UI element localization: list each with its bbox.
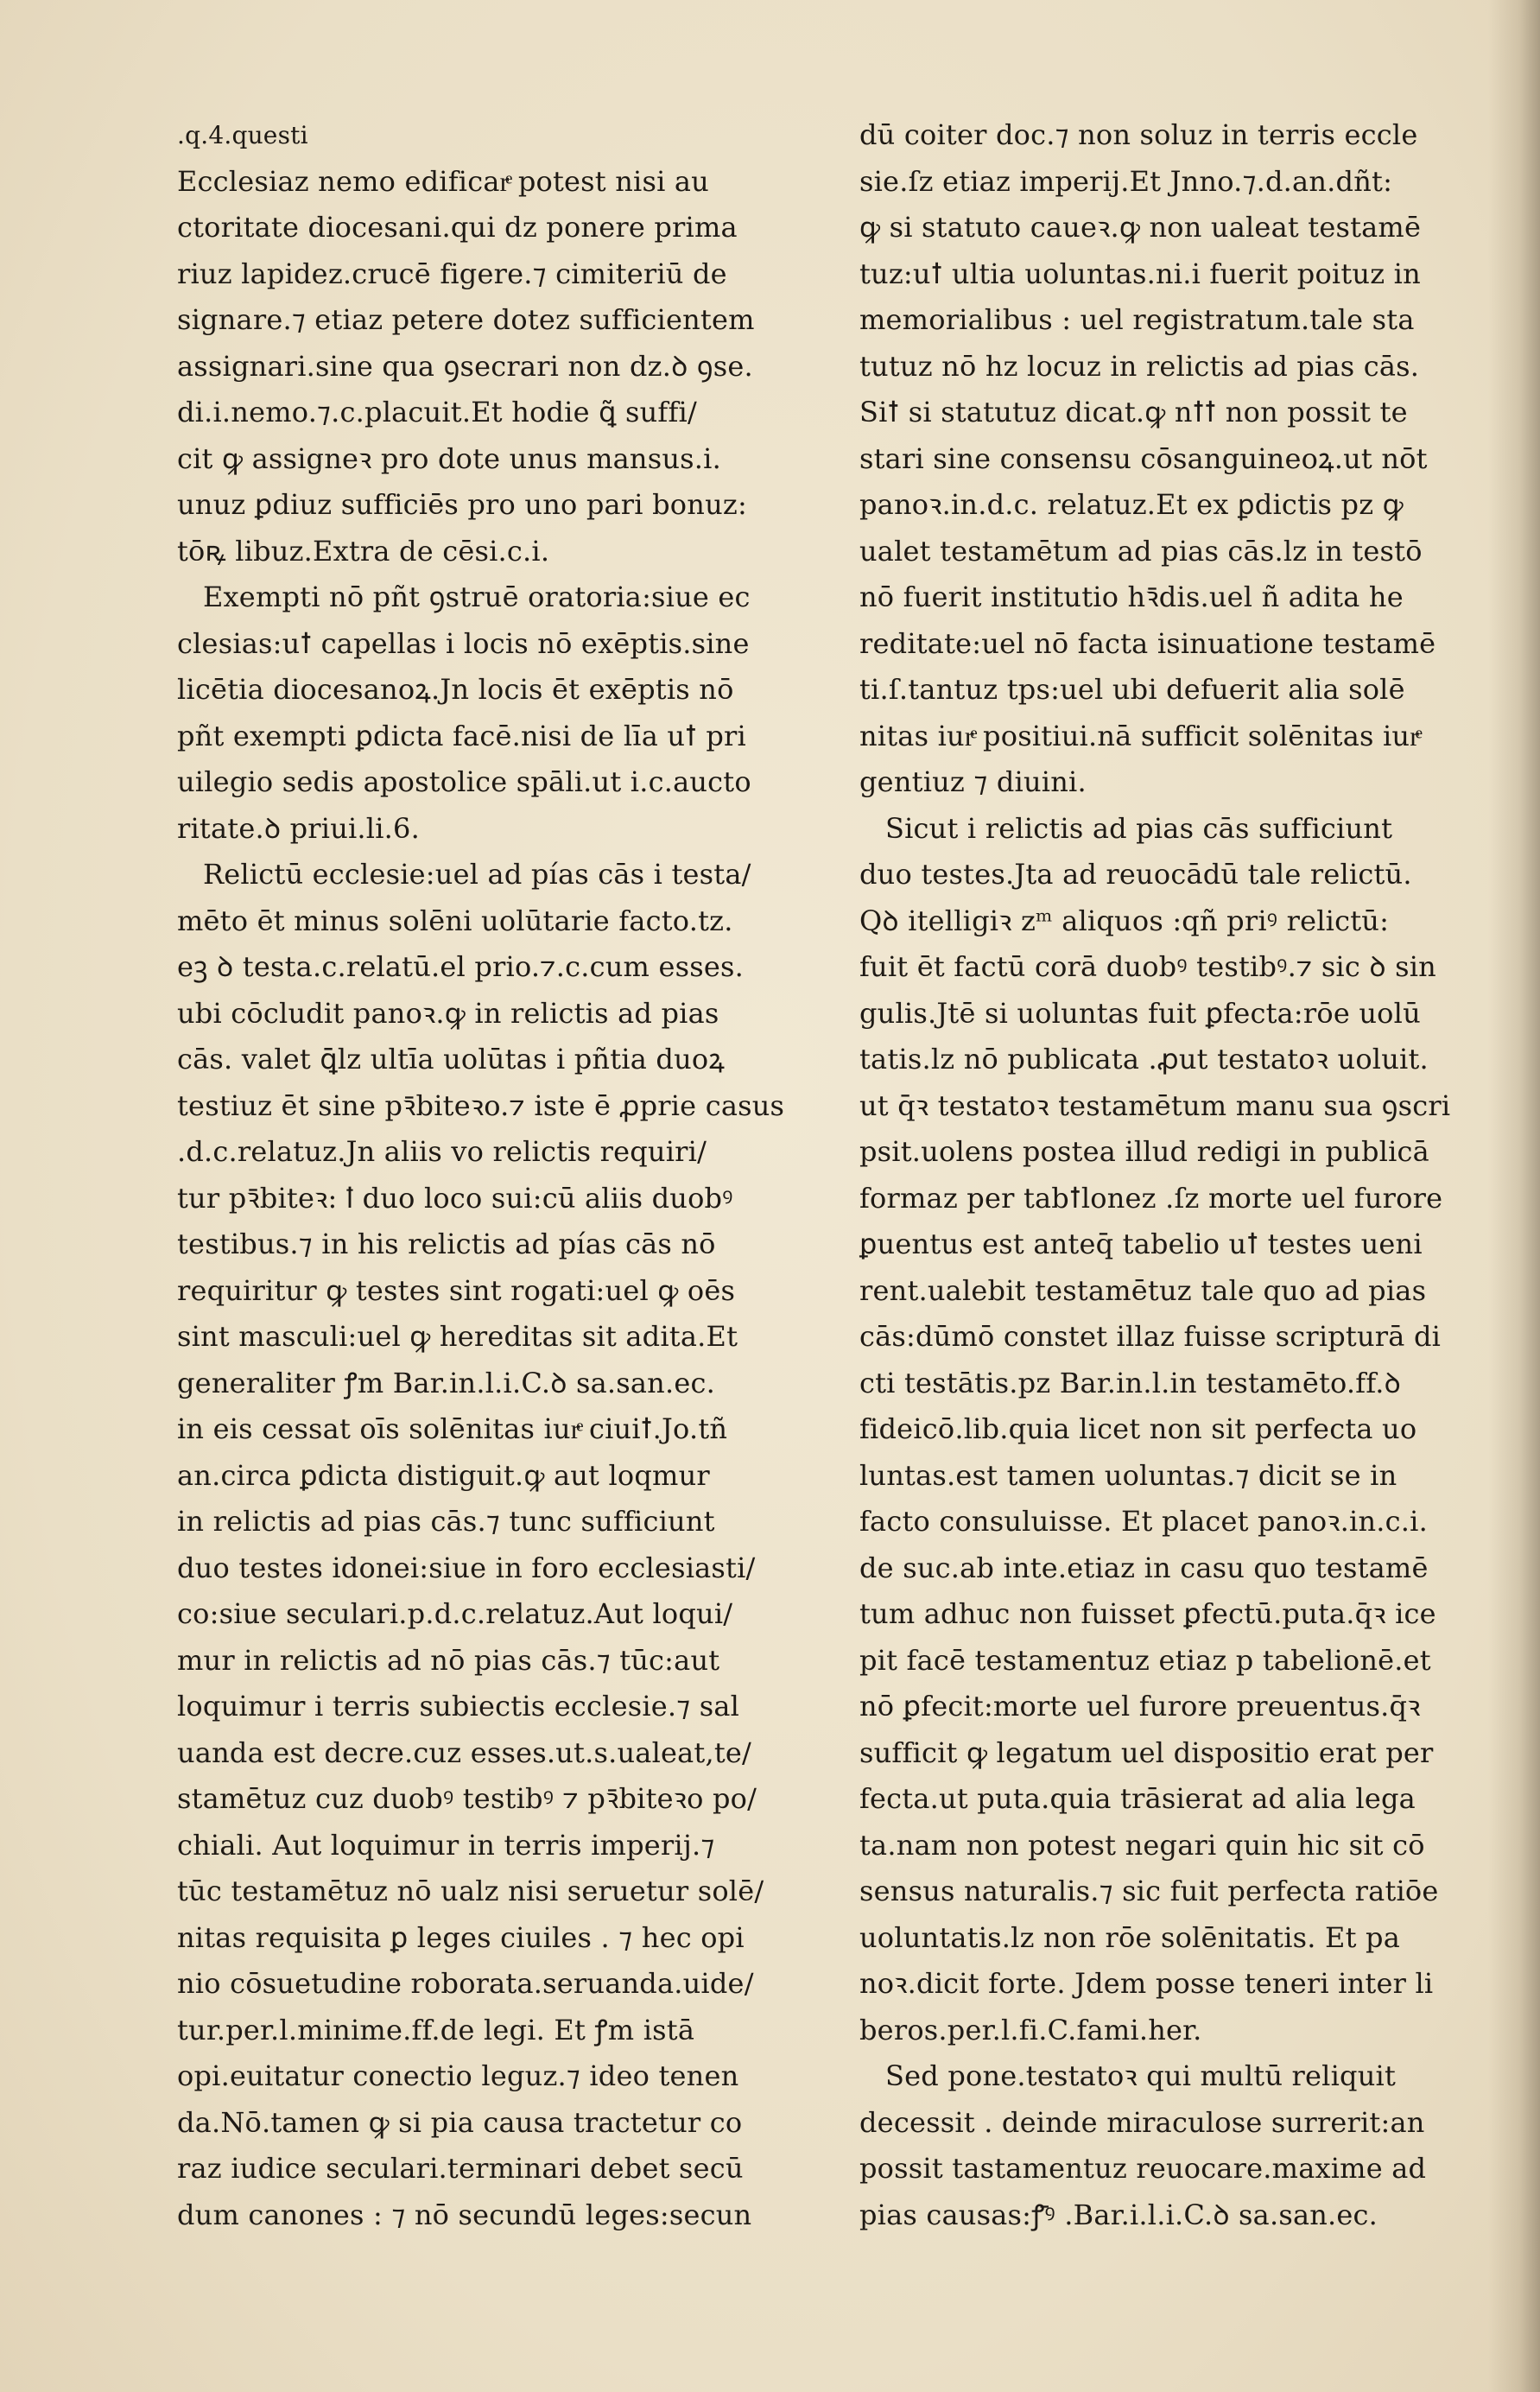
text-line: formaz per tabꝉlonez .ſz morte uel furore bbox=[859, 1181, 1443, 1215]
text-line: Qꝺ itelligiꝛ zᵐ aliquos :qñ priꝰ relictū: bbox=[859, 904, 1390, 937]
text-line: sint masculi:uel ꝙ hereditas sit adita.Et bbox=[177, 1320, 738, 1353]
text-line: uilegio sedis apostolice spāli.ut i.c.aucto bbox=[177, 765, 751, 798]
text-line: licētia diocesanoꝝ.Jn locis ēt exēptis nō bbox=[177, 673, 734, 706]
text-line: rent.ualebit testamētuz tale quo ad pias bbox=[859, 1273, 1427, 1307]
text-line: sufficit ꝙ legatum uel dispositio erat per bbox=[859, 1735, 1434, 1769]
text-line: pit facē testamentuz etiaz p tabelionē.et bbox=[859, 1643, 1431, 1677]
text-line: tatis.lz nō publicata .ꝓut testatoꝛ uoluit. bbox=[859, 1043, 1429, 1075]
text-line: riuz lapidez.crucē figere.⁊ cimiteriū de bbox=[177, 257, 727, 290]
text-line: assignari.sine qua ꝯsecrari non dz.ꝺ ꝯse. bbox=[177, 349, 753, 383]
text-line: unuz ꝑdiuz sufficiēs pro uno pari bonuz: bbox=[177, 488, 747, 521]
text-line: ꝑuentus est anteq̄ tabelio uꝉ testes ueni bbox=[859, 1228, 1423, 1260]
text-line: eꝫ ꝺ testa.c.relatū.el prio.⁊.c.cum esses. bbox=[177, 950, 744, 983]
text-line: Sed pone.testatoꝛ qui multū reliquit bbox=[885, 2059, 1397, 2092]
text-line: duo testes idonei:siue in foro ecclesiasti/ bbox=[177, 1551, 756, 1584]
text-line: nitas requisita ꝑ leges ciuiles . ⁊ hec opi bbox=[177, 1920, 745, 1954]
text-line: panoꝛ.in.d.c. relatuz.Et ex ꝑdictis pz ꝙ bbox=[859, 488, 1404, 521]
text-line: tum adhuc non fuisset ꝑfectū.puta.q̄ꝛ ice bbox=[859, 1597, 1436, 1630]
text-line: raz iudice seculari.terminari debet secū bbox=[177, 2152, 744, 2185]
text-line: co:siue seculari.p.d.c.relatuz.Aut loqui/ bbox=[177, 1597, 733, 1630]
text-line: requiritur ꝙ testes sint rogati:uel ꝙ oēs bbox=[177, 1273, 736, 1307]
text-line: .q.4.questi bbox=[177, 121, 308, 149]
text-line: ut q̄ꝛ testatoꝛ testamētum manu sua ꝯscri bbox=[859, 1088, 1451, 1122]
text-line: noꝛ.dicit forte. Jdem posse teneri inter li bbox=[859, 1967, 1434, 2000]
text-line: dū coiter doc.⁊ non soluz in terris eccle bbox=[859, 118, 1418, 151]
text-line: generaliter ꝭm Bar.in.l.i.C.ꝺ sa.san.ec. bbox=[177, 1366, 715, 1399]
text-line: fideicō.lib.quia licet non sit perfecta uo bbox=[859, 1412, 1417, 1445]
text-line: tuz:uꝉ ultia uoluntas.ni.i fuerit poituz in bbox=[859, 257, 1421, 290]
text-line: tōꝶ libuz.Extra de cēsi.c.i. bbox=[177, 534, 550, 568]
text-line: .d.c.relatuz.Jn aliis vo relictis requiri/ bbox=[177, 1135, 707, 1168]
text-line: cās:dūmō constet illaz fuisse scripturā di bbox=[859, 1320, 1442, 1353]
text-line: Siꝉ si statutuz dicat.ꝙ nꝉꝉ non possit te bbox=[859, 396, 1408, 428]
text-line: an.circa ꝑdicta distiguit.ꝙ aut loqmur bbox=[177, 1458, 710, 1492]
text-line: sensus naturalis.⁊ sic fuit perfecta ratiōe bbox=[859, 1875, 1439, 1907]
text-line: in eis cessat oīs solēnitas iurͤ ciuiꝉ.Jo.tñ bbox=[177, 1412, 728, 1445]
text-line: da.Nō.tamen ꝙ si pia causa tractetur co bbox=[177, 2105, 743, 2139]
text-line: nio cōsuetudine roborata.seruanda.uide/ bbox=[177, 1967, 754, 2000]
text-line: uanda est decre.cuz esses.ut.s.ualeat,te/ bbox=[177, 1735, 752, 1769]
text-line: loquimur i terris subiectis ecclesie.⁊ sal bbox=[177, 1690, 740, 1723]
text-line: mur in relictis ad nō pias cās.⁊ tūc:aut bbox=[177, 1643, 720, 1677]
text-line: mēto ēt minus solēni uolūtarie facto.tz. bbox=[177, 904, 733, 937]
text-line: ualet testamētum ad pias cās.lz in testō bbox=[859, 534, 1423, 568]
page-gutter-shadow bbox=[1488, 0, 1540, 2392]
text-line: possit tastamentuz reuocare.maxime ad bbox=[859, 2152, 1427, 2185]
text-line: dum canones : ⁊ nō secundū leges:secun bbox=[177, 2198, 752, 2231]
text-line: fecta.ut puta.quia trāsierat ad alia lega bbox=[859, 1782, 1416, 1815]
text-line: reditate:uel nō facta isinuatione testamē bbox=[859, 626, 1436, 660]
text-line: tutuz nō hz locuz in relictis ad pias cās. bbox=[859, 349, 1420, 383]
text-line: beros.per.l.fi.C.fami.her. bbox=[859, 2013, 1202, 2046]
text-line: Exempti nō pñt ꝯstruē oratoria:siue ec bbox=[203, 581, 751, 613]
text-line: duo testes.Jta ad reuocādū tale relictū. bbox=[859, 858, 1412, 891]
text-line: opi.euitatur conectio leguz.⁊ ideo tenen bbox=[177, 2059, 739, 2092]
left-text-column bbox=[177, 112, 859, 2238]
text-line: gentiuz ⁊ diuini. bbox=[859, 765, 1087, 798]
text-line: signare.⁊ etiaz petere dotez sufficientem bbox=[177, 303, 755, 336]
text-line: cti testātis.pz Bar.in.l.in testamēto.ff.ꝺ bbox=[859, 1366, 1401, 1399]
text-line: stari sine consensu cōsanguineoꝝ.ut nōt bbox=[859, 441, 1428, 475]
text-line: Relictū ecclesie:uel ad pías cās i testa/ bbox=[203, 858, 751, 891]
text-line: tur pꝛ̄biteꝛ: ꝉ duo loco sui:cū aliis duobꝰ bbox=[177, 1181, 733, 1215]
text-line: in relictis ad pias cās.⁊ tunc sufficiunt bbox=[177, 1505, 715, 1538]
text-line: pñt exempti ꝑdicta facē.nisi de līa uꝉ pri bbox=[177, 719, 746, 752]
text-line: gulis.Jtē si uoluntas fuit ꝑfecta:rōe uolū bbox=[859, 996, 1421, 1030]
text-line: Ecclesiaz nemo edificarͤ potest nisi au bbox=[177, 164, 709, 198]
text-line: Sicut i relictis ad pias cās sufficiunt bbox=[885, 811, 1393, 845]
right-text-column bbox=[859, 112, 1481, 2238]
text-line: ritate.ꝺ priui.li.6. bbox=[177, 811, 420, 845]
text-line: psit.uolens postea illud redigi in publicā bbox=[859, 1135, 1429, 1168]
text-line: ta.nam non potest negari quin hic sit cō bbox=[859, 1828, 1425, 1862]
text-line: fuit ēt factū corā duobꝰ testibꝰ.⁊ sic ꝺ sin bbox=[859, 950, 1436, 983]
text-line: testibus.⁊ in his relictis ad pías cās nō bbox=[177, 1228, 716, 1260]
text-line: luntas.est tamen uoluntas.⁊ dicit se in bbox=[859, 1458, 1397, 1492]
text-line: tūc testamētuz nō ualz nisi seruetur solē/ bbox=[177, 1875, 764, 1907]
text-line: testiuz ēt sine pꝛ̄biteꝛo.⁊ iste ē ꝓprie casus bbox=[177, 1088, 785, 1122]
text-line: cit ꝙ assigneꝛ pro dote unus mansus.i. bbox=[177, 441, 721, 475]
text-line: ꝙ si statuto caueꝛ.ꝙ non ualeat testamē bbox=[859, 211, 1422, 244]
text-line: sie.ſz etiaz imperij.Et Jnno.⁊.d.an.dñt: bbox=[859, 164, 1393, 198]
text-line: ctoritate diocesani.qui dz ponere prima bbox=[177, 211, 738, 244]
text-line: decessit . deinde miraculose surrerit:an bbox=[859, 2105, 1425, 2139]
text-line: nō ꝑfecit:morte uel furore preuentus.q̄ꝛ bbox=[859, 1690, 1421, 1723]
text-line: chiali. Aut loquimur in terris imperij.⁊ bbox=[177, 1828, 715, 1862]
text-line: facto consuluisse. Et placet panoꝛ.in.c.i. bbox=[859, 1505, 1428, 1538]
text-line: de suc.ab inte.etiaz in casu quo testamē bbox=[859, 1551, 1429, 1584]
text-line: uoluntatis.lz non rōe solēnitatis. Et pa bbox=[859, 1920, 1400, 1954]
text-line: pias causas:ꝭ̄ꝰ .Bar.i.l.i.C.ꝺ sa.san.ec. bbox=[859, 2198, 1378, 2231]
text-line: di.i.nemo.⁊.c.placuit.Et hodie ꝗ͂ suffi/ bbox=[177, 396, 697, 428]
text-line: clesias:uꝉ capellas i locis nō exēptis.sine bbox=[177, 626, 750, 660]
text-line: stamētuz cuz duobꝰ testibꝰ ⁊ pꝛ̄biteꝛo po/ bbox=[177, 1782, 757, 1815]
text-line: ubi cōcludit panoꝛ.ꝙ in relictis ad pias bbox=[177, 996, 719, 1030]
text-line: tur.per.l.minime.ff.de legi. Et ꝭm istā bbox=[177, 2013, 695, 2046]
text-line: memorialibus : uel registratum.tale sta bbox=[859, 303, 1415, 336]
text-line: cās. valet ꝗ̄lz ultīa uolūtas i pñtia duoꝝ bbox=[177, 1043, 726, 1075]
text-line: ti.ſ.tantuz tps:uel ubi defuerit alia solē bbox=[859, 673, 1405, 706]
text-line: nō fuerit institutio hꝛ̄dis.uel ñ adita he bbox=[859, 581, 1404, 613]
text-line: nitas iurͤ positiui.nā sufficit solēnitas iurͤ bbox=[859, 719, 1420, 752]
